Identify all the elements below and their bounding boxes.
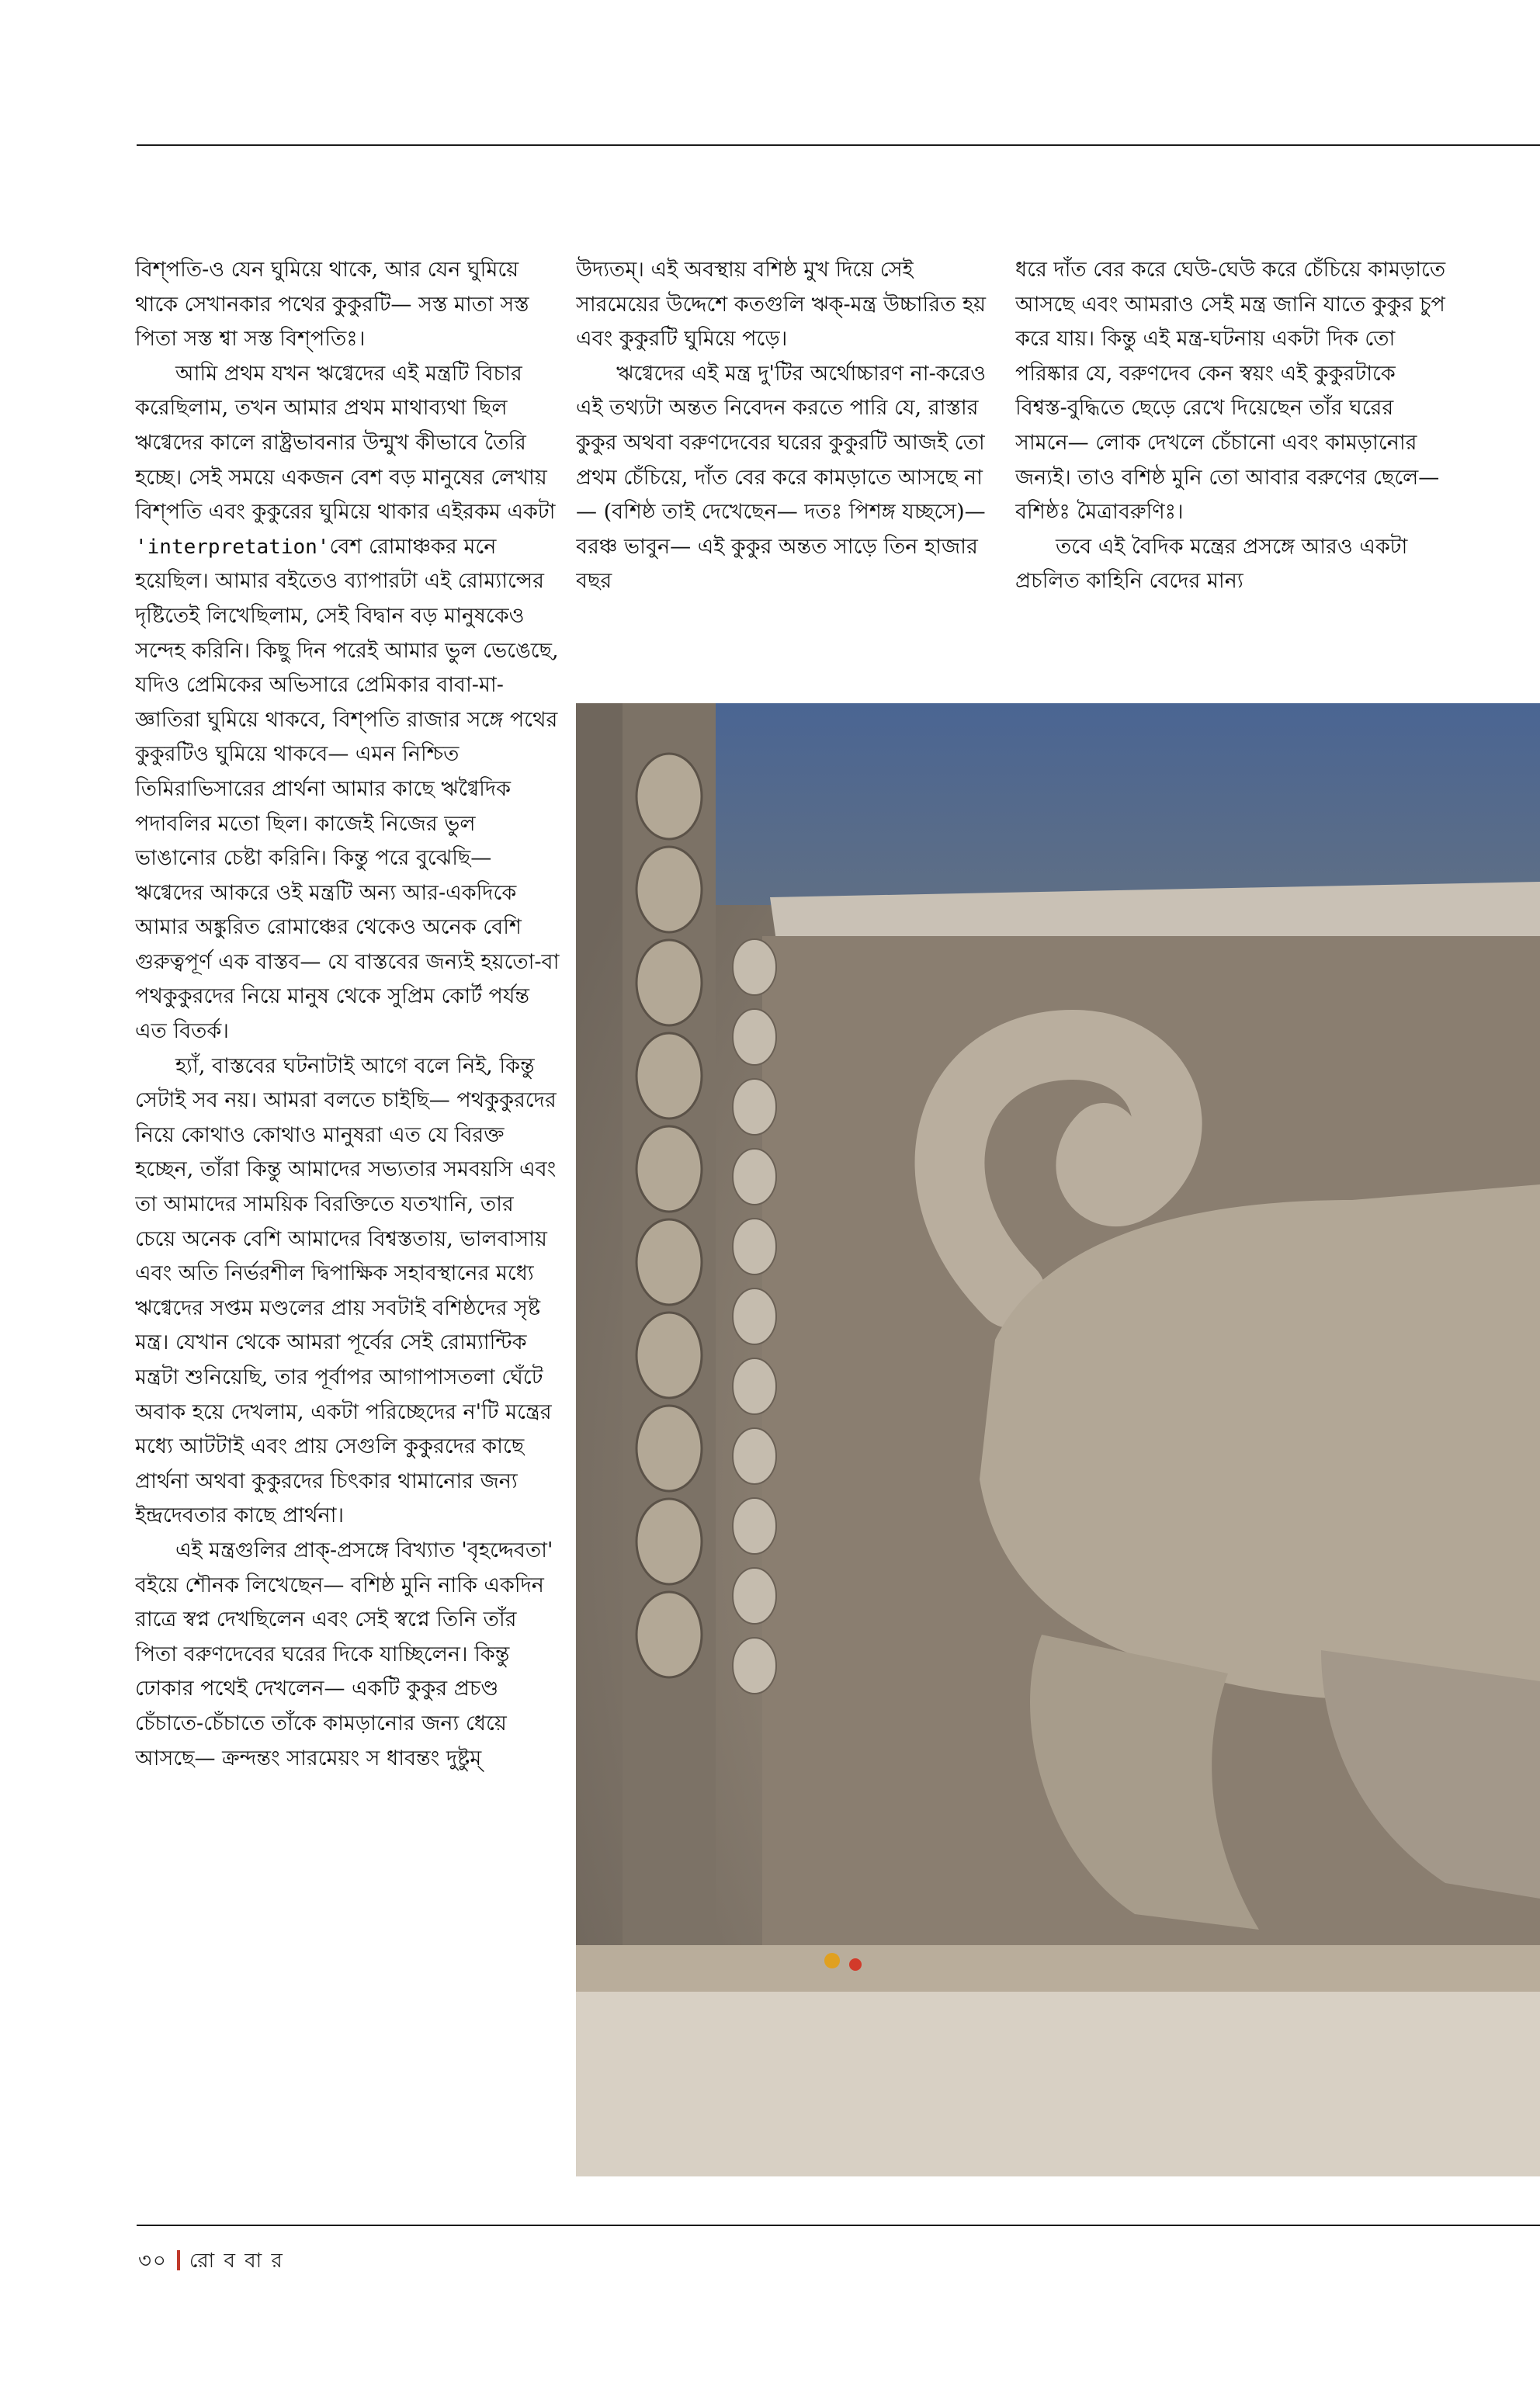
paragraph (135, 357, 560, 1049)
text-column-3 (1015, 253, 1450, 672)
paragraph: উদ্যতম্। এই অবস্থায় বশিষ্ঠ মুখ দিয়ে সেই সারমেয়ের উদ্দেশে কতগুলি ঋক্-মন্ত্র উচ্চারিত হয় এবং কুকুরটি ঘুমিয়ে পড়ে। (576, 258, 987, 352)
interpretation-term: 'interpretation' (135, 535, 330, 559)
text-column-1 (135, 253, 560, 2225)
paragraph: এই মন্ত্রগুলির প্রাক্-প্রসঙ্গে বিখ্যাত 'বৃহদ্দেবতা' বইয়ে শৌনক লিখেছেন— বশিষ্ঠ মুনি নাকি একদিন রাত্রে স্বপ্ন দেখছিলেন এবং সেই স্বপ্নে তিনি তাঁর পিতা বরুণদেবের ঘরের দিকে যাচ্ছিলেন। কিন্তু ঢোকার পথেই দেখলেন— একটি কুকুর প্রচণ্ড চেঁচাতে-চেঁচাতে তাঁকে কামড়ানোর জন্য ধেয়ে আসছে— ক্রন্দন্তং সারমেয়ং স ধাবন্তং দুষ্টুম্ (135, 1538, 553, 1770)
paragraph: বিশ্পতি-ও যেন ঘুমিয়ে থাকে, আর যেন ঘুমিয়ে থাকে সেখানকার পথের কুকুরটি— সস্ত মাতা সস্ত পিতা সস্ত শ্বা সস্ত বিশ্পতিঃ। (135, 258, 529, 352)
stone-relief-photo (576, 703, 1540, 2176)
paragraph: ঋগ্বেদের এই মন্ত্র দু'টির অর্থোচ্চারণ না-করেও এই তথ্যটা অন্তত নিবেদন করতে পারি যে, রাস্তার কুকুর অথবা বরুণদেবের ঘরের কুকুরটি আজই তো প্রথম চেঁচিয়ে, দাঁত বের করে কামড়াতে আসছে না— (বশিষ্ঠ তাই দেখেছেন— দতঃ পিশঙ্গ যচ্ছসে)— বরঞ্চ ভাবুন— এই কুকুর অন্তত সাড়ে তিন হাজার বছর (576, 361, 987, 594)
page-number: ৩০ (138, 2249, 168, 2273)
page-footer (138, 2245, 284, 2279)
paragraph-text: আমি প্রথম যখন ঋগ্বেদের এই মন্ত্রটি বিচার করেছিলাম, তখন আমার প্রথম মাথাব্যথা ছিল ঋগ্বেদের কালে রাষ্ট্রভাবনার উন্মুখ কীভাবে তৈরি হচ্ছে। সেই সময়ে একজন বেশ বড় মানুষের লেখায় বিশ্পতি এবং কুকুরের ঘুমিয়ে থাকার এইরকম একটা (135, 361, 556, 525)
paragraph-text: বেশ রোমাঞ্চকর মনে হয়েছিল। আমার বইতেও ব্যাপারটা এই রোম্যান্সের দৃষ্টিতেই লিখেছিলাম, সেই বিদ্বান বড় মানুষকেও সন্দেহ করিনি। কিছু দিন পরেই আমার ভুল ভেঙেছে, যদিও প্রেমিকের অভিসারে প্রেমিকার বাবা-মা-জ্ঞাতিরা ঘুমিয়ে থাকবে, বিশ্পতি রাজার সঙ্গে পথের কুকুরটিও ঘুমিয়ে থাকবে— এমন নিশ্চিত তিমিরাভিসারের প্রার্থনা আমার কাছে ঋগ্বৈদিক পদাবলির মতো ছিল। কাজেই নিজের ভুল ভাঙানোর চেষ্টা করিনি। কিন্তু পরে বুঝেছি— ঋগ্বেদের আকরে ওই মন্ত্রটি অন্য আর-একদিকে আমার অঙ্কুরিত রোমাঞ্চের থেকেও অনেক বেশি গুরুত্বপূর্ণ এক বাস্তব— যে বাস্তবের জন্যই হয়তো-বা পথকুকুরদের নিয়ে মানুষ থেকে সুপ্রিম কোর্ট পর্যন্ত এত বিতর্ক। (135, 534, 560, 1044)
bottom-rule (137, 2225, 1540, 2226)
magazine-name: রো ব বা র (189, 2249, 284, 2273)
text-column-2 (576, 253, 990, 672)
footer-separator (177, 2250, 180, 2270)
paragraph: ধরে দাঁত বের করে ঘেউ-ঘেউ করে চেঁচিয়ে কামড়াতে আসছে এবং আমরাও সেই মন্ত্র জানি যাতে কুকুর চুপ করে যায়। কিন্তু এই মন্ত্র-ঘটনায় একটা দিক তো পরিষ্কার যে, বরুণদেব কেন স্বয়ং এই কুকুরটাকে বিশ্বস্ত-বুদ্ধিতে ছেড়ে রেখে দিয়েছেন তাঁর ঘরের সামনে— লোক দেখলে চেঁচানো এবং কামড়ানোর জন্যই। তাও বশিষ্ঠ মুনি তো আবার বরুণের ছেলে— বশিষ্ঠঃ মৈত্রাবরুণিঃ। (1015, 258, 1446, 525)
stone-relief-dog-icon (576, 703, 1540, 2176)
top-rule (137, 144, 1540, 146)
paragraph: হ্যাঁ, বাস্তবের ঘটনাটাই আগে বলে নিই, কিন্তু সেটাই সব নয়। আমরা বলতে চাইছি— পথকুকুরদের নিয়ে কোথাও কোথাও মানুষরা এত যে বিরক্ত হচ্ছেন, তাঁরা কিন্তু আমাদের সভ্যতার সমবয়সি এবং তা আমাদের সাময়িক বিরক্তিতে যতখানি, তার চেয়ে অনেক বেশি আমাদের বিশ্বস্ততায়, ভালবাসায় এবং অতি নির্ভরশীল দ্বিপাক্ষিক সহাবস্থানের মধ্যে ঋগ্বেদের সপ্তম মণ্ডলের প্রায় সবটাই বশিষ্ঠদের সৃষ্ট মন্ত্র। যেখান থেকে আমরা পূর্বের সেই রোম্যান্টিক মন্ত্রটা শুনিয়েছি, তার পূর্বাপর আগাপাসতলা ঘেঁটে অবাক হয়ে দেখলাম, একটা পরিচ্ছেদের ন'টি মন্ত্রের মধ্যে আটটাই এবং প্রায় সেগুলি কুকুরদের কাছে প্রার্থনা অথবা কুকুরদের চিৎকার থামানোর জন্য ইন্দ্রদেবতার কাছে প্রার্থনা। (135, 1053, 557, 1528)
paragraph: তবে এই বৈদিক মন্ত্রের প্রসঙ্গে আরও একটা প্রচলিত কাহিনি বেদের মান্য (1015, 534, 1408, 594)
